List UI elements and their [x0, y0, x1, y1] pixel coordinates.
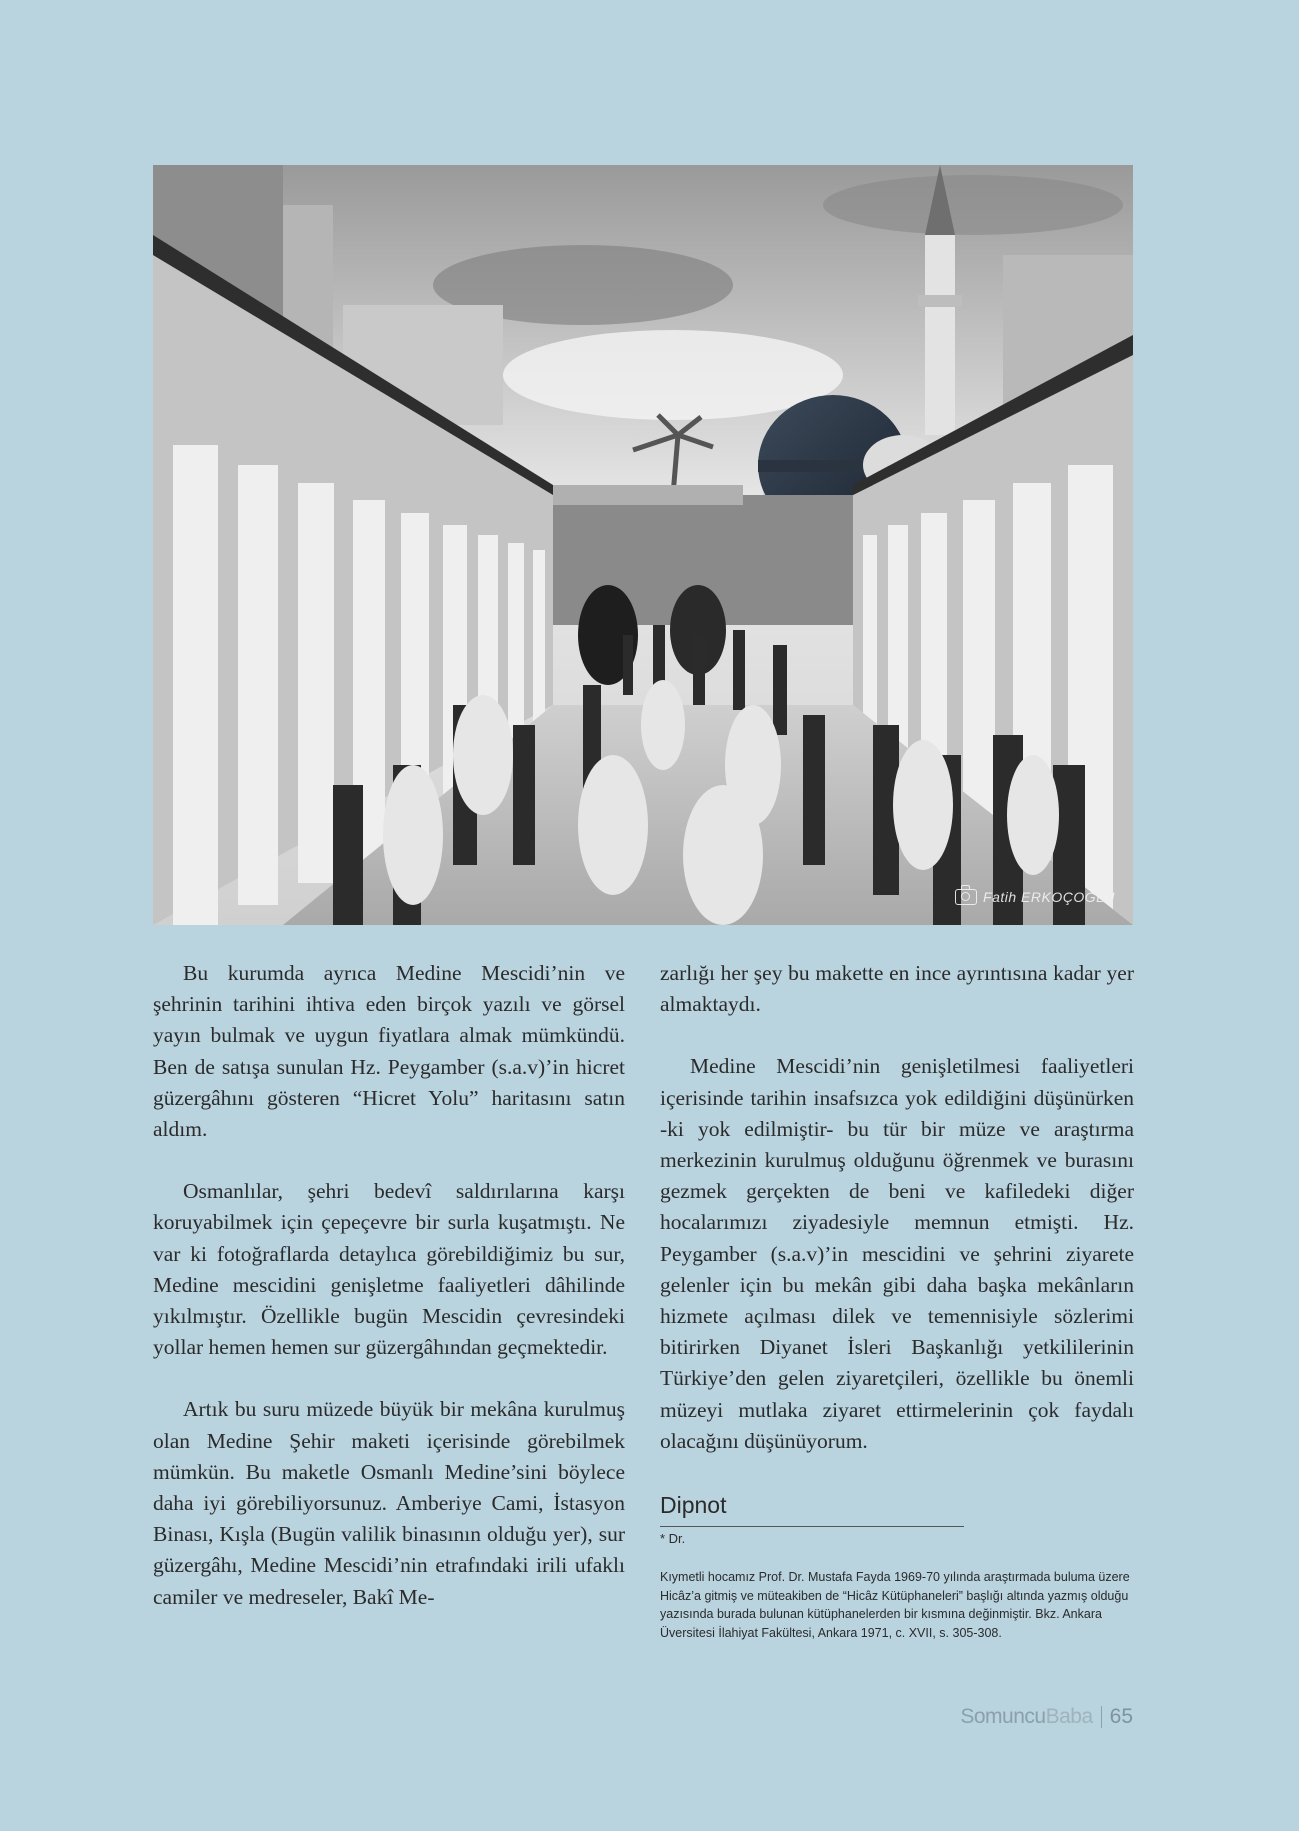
brand-logo — [960, 1705, 1092, 1729]
footnote-marker: * Dr. — [660, 1531, 686, 1546]
page-footer — [960, 1705, 1133, 1729]
medina-photo — [153, 165, 1133, 925]
footnote-text: Kıymetli hocamız Prof. Dr. Mustafa Fayda 1969-70 yılında araştırmada buluma üzere Hicâz’a gitmiş ve müteakiben de “Hicâz Kütüphaneleri” başlığı altında yazmış olduğu yazısında burada bulunan kütüphanelerden bir kısmına değinmiştir. Bkz. Ankara Üversitesi İlahiyat Fakültesi, Ankara 1971, c. XVII, s. 305-308. — [660, 1570, 1130, 1640]
paragraph-continuation: zarlığı her şey bu makette en ince ayrıntısına kadar yer almaktaydı. — [660, 961, 1134, 1017]
brand-part1: Somuncu — [960, 1705, 1046, 1728]
right-column — [660, 958, 1134, 1488]
photo-credit-text: Fatih ERKOÇOĞLU — [983, 889, 1115, 905]
medina-street-illustration — [153, 165, 1133, 925]
camera-icon — [955, 889, 977, 905]
photo-credit — [955, 889, 1115, 905]
footnote-divider — [660, 1526, 964, 1527]
footer-divider — [1101, 1706, 1102, 1728]
brand-part2: Baba — [1045, 1705, 1093, 1728]
paragraph: Bu kurumda ayrıca Medine Mescidi’nin ve şehrinin tarihini ihtiva eden birçok yazılı ve görsel yayın bulmak ve uygun fiyatlara almak mümkündü. Ben de satışa sunulan Hz. Peygamber (s.a.v)’in hicret güzergâhını gösteren “Hicret Yolu” haritasını satın aldım. — [153, 961, 625, 1142]
footnote-heading: Dipnot — [660, 1492, 727, 1518]
paragraph: Osmanlılar, şehri bedevî saldırılarına karşı koruyabilmek için çepeçevre bir surla kuşatmıştı. Ne var ki fotoğraflarda detaylıca görebildiğimiz bu sur, Medine mescidini genişletme faaliyetleri dâhilinde yıkılmıştır. Özellikle bugün Mescidin çevresindeki yollar hemen hemen sur güzergâhından geçmektedir. — [153, 1179, 625, 1360]
left-column — [153, 958, 625, 1644]
page-number: 65 — [1109, 1705, 1133, 1728]
paragraph: Artık bu suru müzede büyük bir mekâna kurulmuş olan Medine Şehir maketi içerisinde görebilmek mümkün. Bu maketle Osmanlı Medine’sini böylece daha iyi görebiliyorsunuz. Amberiye Cami, İstasyon Binası, Kışla (Bugün valilik binasının olduğu yer), sur güzergâhı, Medine Mescidi’nin etrafındaki irili ufaklı camiler ve medreseler, Bakî Me- — [153, 1397, 625, 1609]
paragraph: Medine Mescidi’nin genişletilmesi faaliyetleri içerisinde tarihin insafsızca yok edildiğini düşünürken -ki yok edilmiştir- bu tür bir müze ve araştırma merkezinin kurulmuş olduğunu öğrenmek ve burasını gezmek gerçekten de beni ve kafiledeki diğer hocalarımızı ziyadesiyle memnun etmişti. Hz. Peygamber (s.a.v)’in mescidini ve şehrini ziyarete gelenler için bu mekân gibi daha başka mekânların hizmete açılması dilek ve temennisiyle sözlerimi bitirirken Diyanet İsleri Başkanlığı yetkililerinin Türkiye’den gelen ziyaretçileri, özellikle bu önemli müzeyi mutlaka ziyaret ettirmelerinin çok faydalı olacağını düşünüyorum. — [660, 1054, 1134, 1453]
